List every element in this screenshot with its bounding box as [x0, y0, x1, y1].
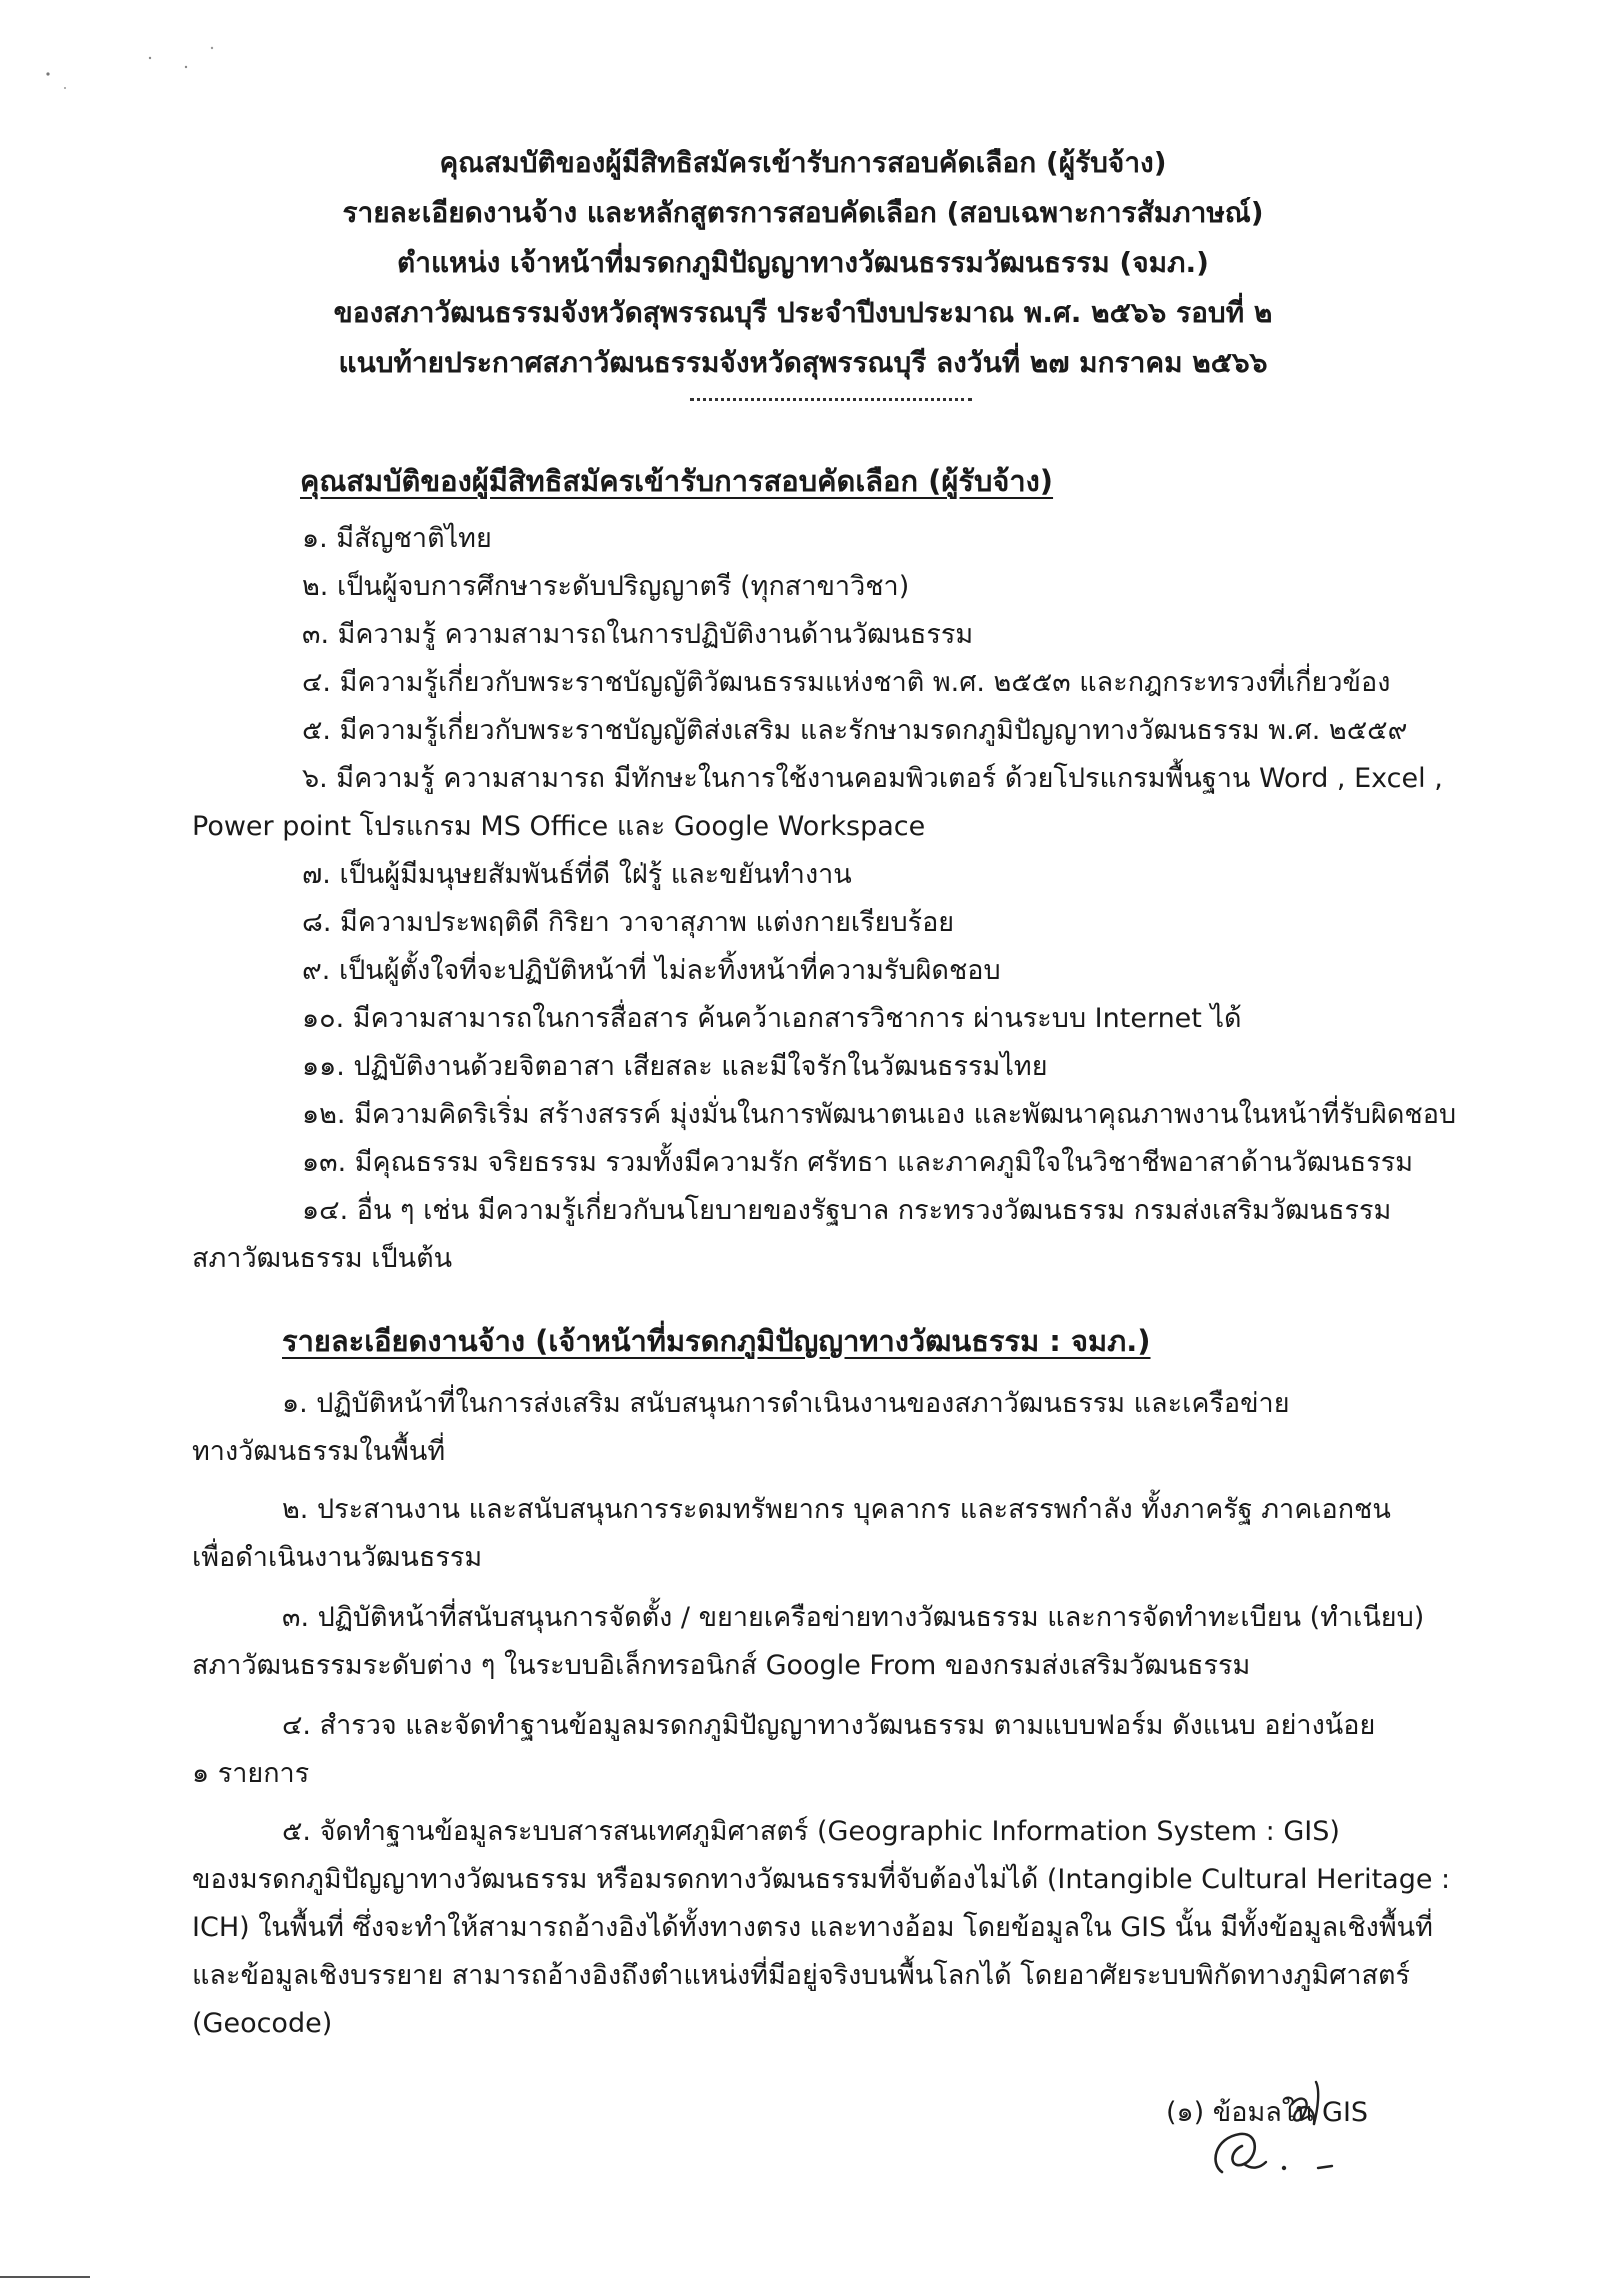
qualification-item: ๑๑. ปฏิบัติงานด้วยจิตอาสา เสียสละ และมีใจรักในวัฒนธรรมไทย [302, 1051, 1048, 1082]
duty-line-continuation: ทางวัฒนธรรมในพื้นที่ [192, 1436, 446, 1467]
qualification-item: ๔. มีความรู้เกี่ยวกับพระราชบัญญัติวัฒนธรรมแห่งชาติ พ.ศ. ๒๕๕๓ และกฎกระทรวงที่เกี่ยวข้อง [302, 667, 1391, 698]
scan-edge-line [0, 2276, 90, 2278]
qualification-item: ๑๔. อื่น ๆ เช่น มีความรู้เกี่ยวกับนโยบายของรัฐบาล กระทรวงวัฒนธรรม กรมส่งเสริมวัฒนธรรม [302, 1195, 1392, 1226]
qualification-item: ๗. เป็นผู้มีมนุษยสัมพันธ์ที่ดี ใฝ่รู้ และขยันทำงาน [302, 859, 852, 890]
qualification-item: ๑๒. มีความคิดริเริ่ม สร้างสรรค์ มุ่งมั่นในการพัฒนาตนเอง และพัฒนาคุณภาพงานในหน้าที่รับผิดชอบ [302, 1099, 1457, 1130]
qualifications-title: คุณสมบัติของผู้มีสิทธิสมัครเข้ารับการสอบคัดเลือก (ผู้รับจ้าง) [300, 464, 1054, 498]
duty-line: ๑. ปฏิบัติหน้าที่ในการส่งเสริม สนับสนุนการดำเนินงานของสภาวัฒนธรรม และเครือข่าย [282, 1388, 1290, 1419]
qualification-item: ๖. มีความรู้ ความสามารถ มีทักษะในการใช้งานคอมพิวเตอร์ ด้วยโปรแกรมพื้นฐาน Word , Excel , [302, 763, 1443, 794]
qualification-item-continuation: Power point โปรแกรม MS Office และ Google Workspace [192, 811, 926, 842]
duty-line: ๒. ประสานงาน และสนับสนุนการระดมทรัพยากร บุคลากร และสรรพกำลัง ทั้งภาครัฐ ภาคเอกชน [282, 1494, 1391, 1525]
header-line-2: รายละเอียดงานจ้าง และหลักสูตรการสอบคัดเลือก (สอบเฉพาะการสัมภาษณ์) [342, 196, 1264, 229]
duty-line-continuation: สภาวัฒนธรรมระดับต่าง ๆ ในระบบอิเล็กทรอนิกส์ Google From ของกรมส่งเสริมวัฒนธรรม [192, 1650, 1251, 1681]
duty-line-continuation: (Geocode) [192, 2008, 333, 2039]
continuation-marker: (๑) ข้อมลใน GIS [1166, 2097, 1369, 2128]
qualification-item: ๕. มีความรู้เกี่ยวกับพระราชบัญญัติส่งเสริม และรักษามรดกภูมิปัญญาทางวัฒนธรรม พ.ศ. ๒๕๕๙ [302, 715, 1408, 746]
qualification-item: ๑๓. มีคุณธรรม จริยธรรม รวมทั้งมีความรัก ศรัทธา และภาคภูมิใจในวิชาชีพอาสาด้านวัฒนธรรม [302, 1147, 1413, 1178]
scan-marks [30, 40, 230, 100]
header-line-5: แนบท้ายประกาศสภาวัฒนธรรมจังหวัดสุพรรณบุรี ลงวันที่ ๒๗ มกราคม ๒๕๖๖ [338, 346, 1268, 379]
document-header [0, 138, 1606, 388]
header-line-4: ของสภาวัฒนธรรมจังหวัดสุพรรณบุรี ประจำปีงบประมาณ พ.ศ. ๒๕๖๖ รอบที่ ๒ [333, 296, 1273, 329]
header-line-1: คุณสมบัติของผู้มีสิทธิสมัครเข้ารับการสอบคัดเลือก (ผู้รับจ้าง) [439, 146, 1167, 179]
duty-line-continuation: ICH) ในพื้นที่ ซึ่งจะทำให้สามารถอ้างอิงได้ทั้งทางตรง และทางอ้อม โดยข้อมูลใน GIS นั้น มีทั้งข้อมูลเชิงพื้นที่ [192, 1912, 1433, 1943]
dotted-separator [690, 398, 972, 401]
qualification-item: ๘. มีความประพฤติดี กิริยา วาจาสุภาพ แต่งกายเรียบร้อย [302, 907, 955, 938]
duty-line-continuation: และข้อมูลเชิงบรรยาย สามารถอ้างอิงถึงตำแหน่งที่มีอยู่จริงบนพื้นโลกได้ โดยอาศัยระบบพิกัดทางภูมิศาสตร์ [192, 1960, 1410, 1991]
duty-line-continuation: ๑ รายการ [192, 1758, 310, 1789]
qualification-item: ๑. มีสัญชาติไทย [302, 523, 492, 554]
qualification-item-continuation: สภาวัฒนธรรม เป็นต้น [192, 1243, 453, 1274]
duty-line-continuation: ของมรดกภูมิปัญญาทางวัฒนธรรม หรือมรดกทางวัฒนธรรมที่จับต้องไม่ได้ (Intangible Cultural Heritage : [192, 1864, 1451, 1895]
duty-line: ๔. สำรวจ และจัดทำฐานข้อมูลมรดกภูมิปัญญาทางวัฒนธรรม ตามแบบฟอร์ม ดังแนบ อย่างน้อย [282, 1710, 1376, 1741]
qualification-item: ๑๐. มีความสามารถในการสื่อสาร ค้นคว้าเอกสารวิชาการ ผ่านระบบ Internet ได้ [302, 1003, 1242, 1034]
qualification-item: ๒. เป็นผู้จบการศึกษาระดับปริญญาตรี (ทุกสาขาวิชา) [302, 571, 910, 602]
duty-line: ๓. ปฏิบัติหน้าที่สนับสนุนการจัดตั้ง / ขยายเครือข่ายทางวัฒนธรรม และการจัดทำทะเบียน (ทำเนียบ) [282, 1602, 1425, 1633]
duty-line: ๕. จัดทำฐานข้อมูลระบบสารสนเทศภูมิศาสตร์ (Geographic Information System : GIS) [282, 1816, 1340, 1847]
header-line-3: ตำแหน่ง เจ้าหน้าที่มรดกภูมิปัญญาทางวัฒนธรรมวัฒนธรรม (จมภ.) [397, 246, 1209, 279]
duty-line-continuation: เพื่อดำเนินงานวัฒนธรรม [192, 1542, 483, 1573]
qualification-item: ๓. มีความรู้ ความสามารถในการปฏิบัติงานด้านวัฒนธรรม [302, 619, 974, 650]
duties-title: รายละเอียดงานจ้าง (เจ้าหน้าที่มรดกภูมิปัญญาทางวัฒนธรรม : จมภ.) [282, 1324, 1151, 1358]
initials-signature [1200, 2068, 1380, 2188]
qualification-item: ๙. เป็นผู้ตั้งใจที่จะปฏิบัติหน้าที่ ไม่ละทิ้งหน้าที่ความรับผิดชอบ [302, 955, 1001, 986]
